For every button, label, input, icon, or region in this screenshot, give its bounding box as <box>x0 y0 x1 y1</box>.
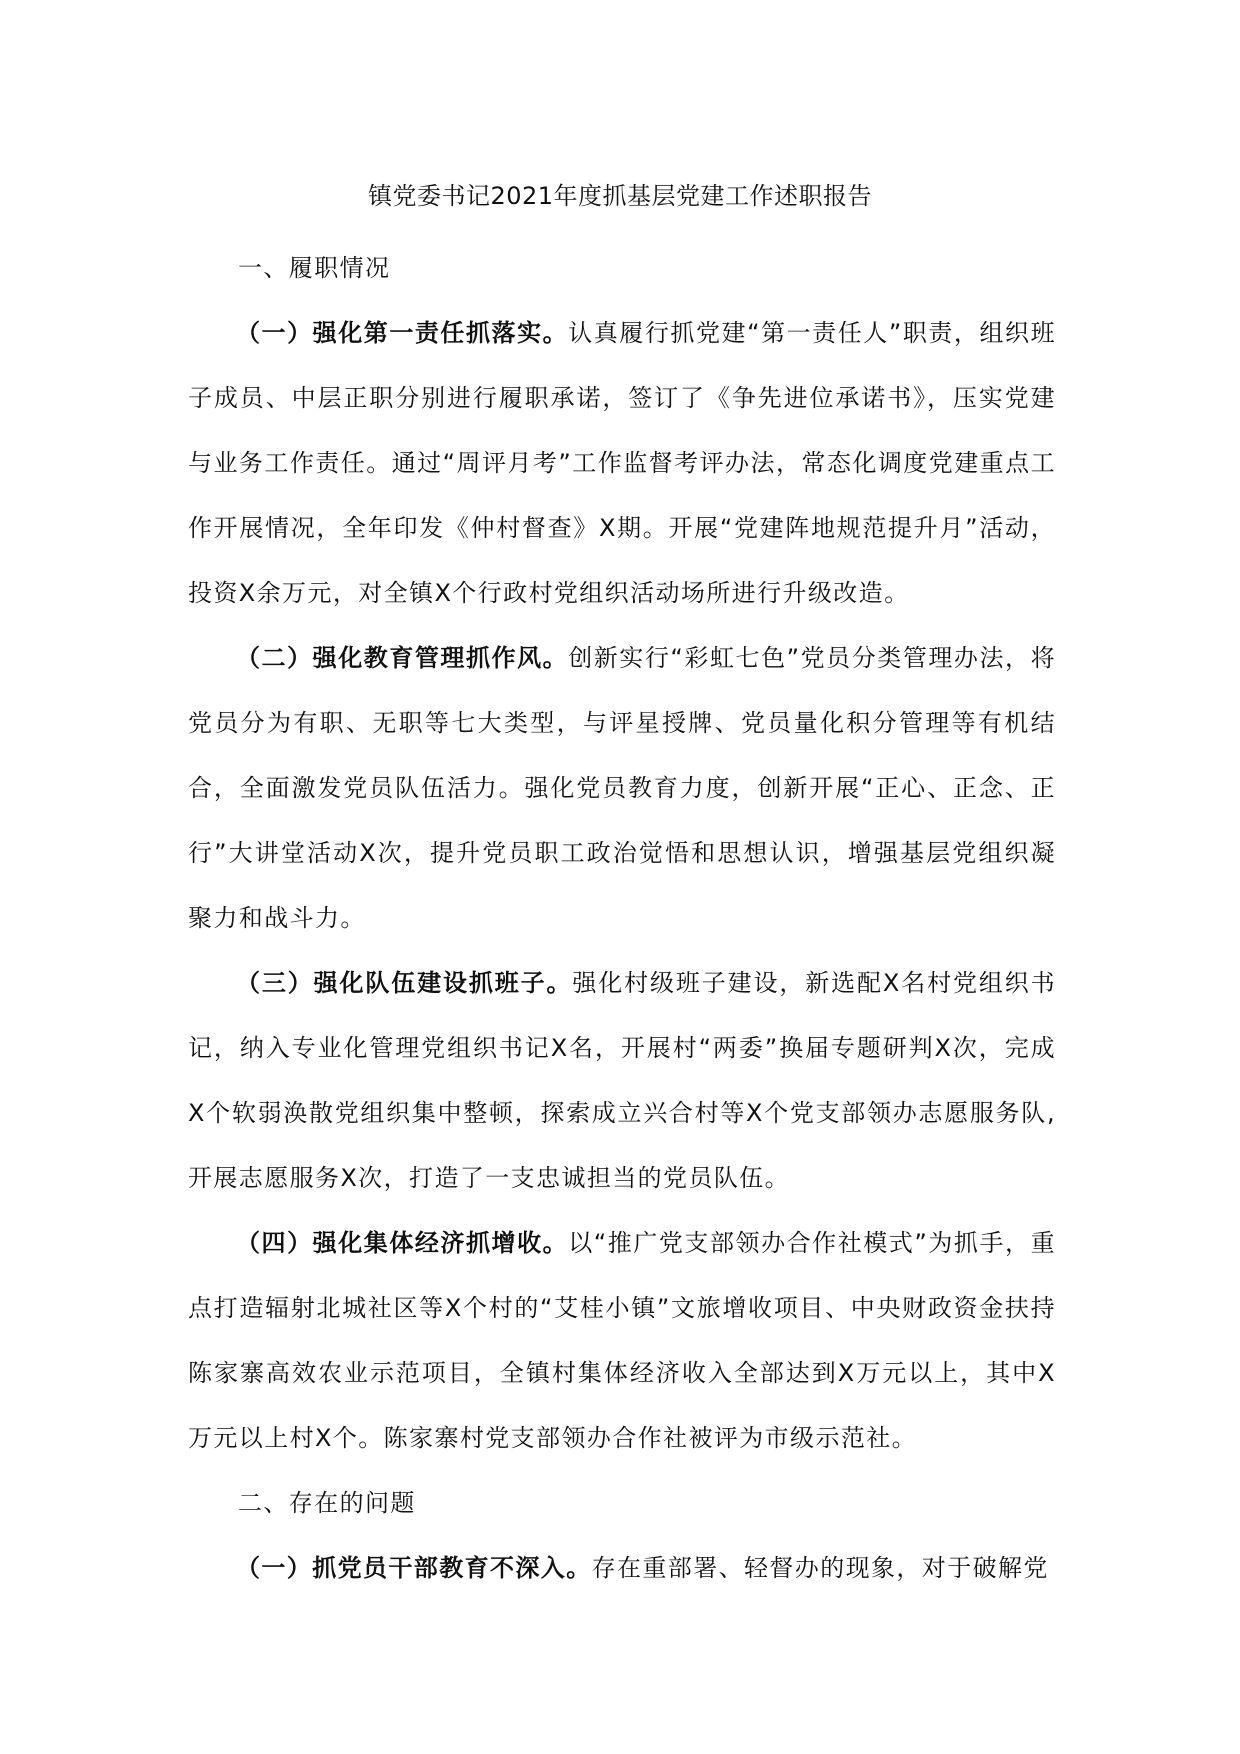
paragraph-text: 存在重部署、轻督办的现象，对于破解党 <box>591 1554 1049 1582</box>
paragraph-text: 认真履行抓党建“第一责任人”职责，组织班子成员、中层正职分别进行履职承诺，签订了《争先进位承诺书》，压实党建与业务工作责任。通过“周评月考”工作监督考评办法，常态化调度党建重点工作开展情况，全年印发《仲村督查》X期。开展“党建阵地规范提升月”活动，投资X余万元，对全镇X个行政村党组织活动场所进行升级改造。 <box>188 319 1056 607</box>
paragraph-lead: （三）强化队伍建设抓班子。 <box>236 969 573 997</box>
paragraph-lead: （一）强化第一责任抓落实。 <box>236 319 569 347</box>
paragraph-team <box>188 951 1056 1211</box>
paragraph-lead: （四）强化集体经济抓增收。 <box>236 1229 569 1257</box>
paragraph-lead: （二）强化教育管理抓作风。 <box>236 644 569 672</box>
paragraph-responsibility <box>188 301 1056 626</box>
document-body <box>188 236 1056 1601</box>
section-heading-problems: 二、存在的问题 <box>238 1489 416 1517</box>
paragraph-education <box>188 626 1056 951</box>
paragraph-economy <box>188 1211 1056 1471</box>
section-heading-duty: 一、履职情况 <box>238 254 391 282</box>
paragraph-problem-education <box>188 1536 1056 1601</box>
paragraph-text: 创新实行“彩虹七色”党员分类管理办法，将党员分为有职、无职等七大类型，与评星授牌、党员量化积分管理等有机结合，全面激发党员队伍活力。强化党员教育力度，创新开展“正心、正念、正行”大讲堂活动X次，提升党员职工政治觉悟和思想认识，增强基层党组织凝聚力和战斗力。 <box>188 644 1056 932</box>
document-title: 镇党委书记2021年度抓基层党建工作述职报告 <box>367 182 873 210</box>
paragraph-lead: （一）抓党员干部教育不深入。 <box>236 1554 592 1582</box>
paragraph-text: 以“推广党支部领办合作社模式”为抓手，重点打造辐射北城社区等X个村的“艾桂小镇”文旅增收项目、中央财政资金扶持陈家寨高效农业示范项目，全镇村集体经济收入全部达到X万元以上，其中X万元以上村X个。陈家寨村党支部领办合作社被评为市级示范社。 <box>188 1229 1056 1452</box>
paragraph-text: 强化村级班子建设，新选配X名村党组织书记，纳入专业化管理党组织书记X名，开展村“两委”换届专题研判X次，完成X个软弱涣散党组织集中整顿，探索成立兴合村等X个党支部领办志愿服务队,开展志愿服务X次，打造了一支忠诚担当的党员队伍。 <box>188 969 1056 1192</box>
